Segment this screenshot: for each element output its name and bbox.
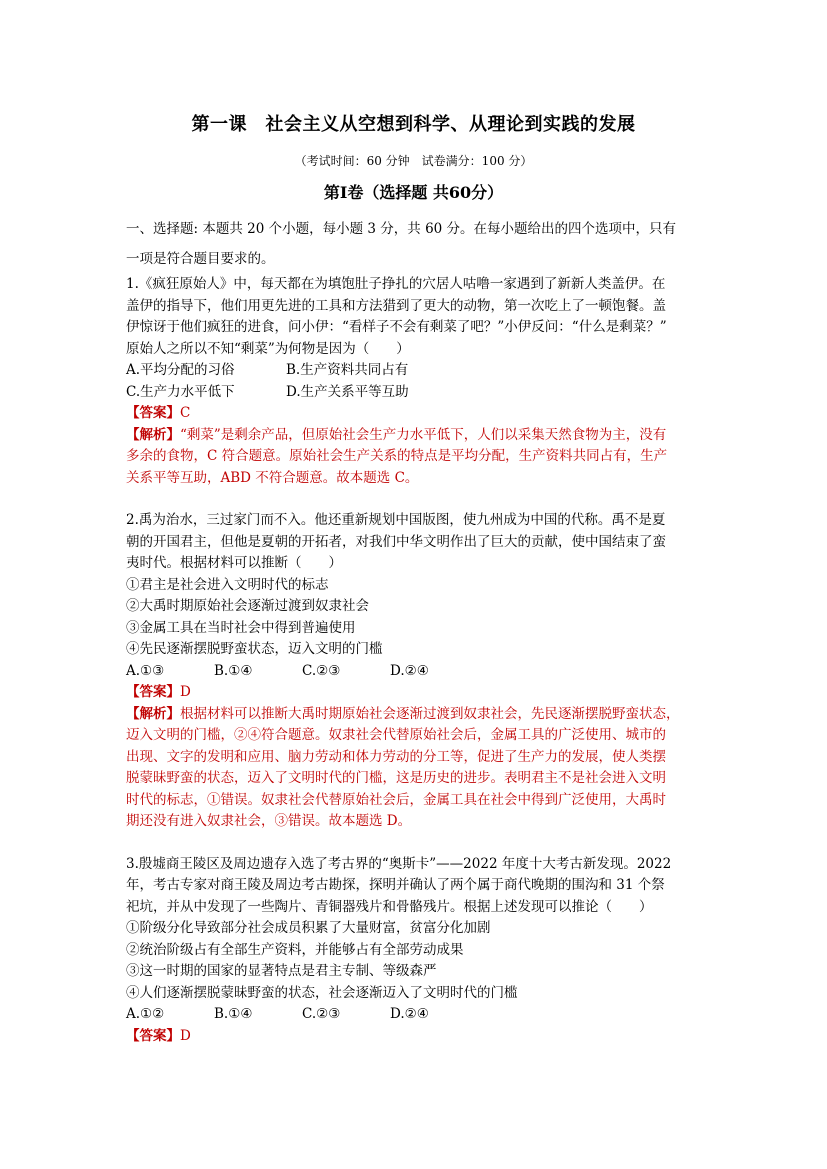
answer-label: 【答案】 [126,1027,180,1044]
option-b: B.①④ [214,662,253,679]
option-b: B.①④ [214,1006,253,1022]
answer-line [126,682,706,704]
analysis-line [126,425,706,447]
question-content [126,214,706,1047]
option-a: A.①③ [126,662,165,679]
answer-value: C [180,405,191,421]
option-a: A.平均分配的习俗 [126,362,235,378]
question-1 [126,274,706,489]
option-d: D.生产关系平等互助 [286,383,409,400]
analysis-line: 脱蒙昧野蛮的状态，迈入了文明时代的门槛，这是历史的进步。表明君主不是社会进入文明 [126,770,666,786]
analysis-line: 迈入文明的门槛，②④符合题意。奴隶社会代替原始社会后，金属工具的广泛使用、城市的 [126,727,666,743]
question-stem-line: 盖伊的指导下，他们用更先进的工具和方法猎到了更大的动物，第一次吃上了一顿饱餐。盖 [126,297,666,314]
analysis-text: 根据材料可以推断大禹时期原始社会逐渐过渡到奴隶社会，先民逐渐摆脱野蛮状态， [180,705,680,722]
question-stem-line: 伊惊讶于他们疯狂的进食，问小伊：“看样子不会有剩菜了吧？”小伊反问：“什么是剩菜？” [126,319,667,335]
question-3 [126,854,706,1048]
analysis-line: 多余的食物，C 符合题意。原始社会生产关系的特点是平均分配，生产资料共同占有，生产 [126,448,668,464]
statement-item: ①阶级分化导致部分社会成员积累了大量财富，贫富分化加剧 [126,920,491,936]
question-stem-line: 1.《疯狂原始人》中，每天都在为填饱肚子挣扎的穴居人咕噜一家遇到了新新人类盖伊。在 [126,276,666,292]
option-d: D.②④ [390,1006,429,1022]
statement-item: ③这一时期的国家的显著特点是君主专制、等级森严 [126,963,437,979]
statement-item: ④先民逐渐摆脱野蛮状态，迈入文明的门槛 [126,641,383,657]
analysis-line [126,704,706,726]
statement-item: ③金属工具在当时社会中得到普遍使用 [126,619,356,636]
question-stem-line: 3.殷墟商王陵区及周边遗存入选了考古界的“奥斯卡”——2022 年度十大考古新发现。2022 [126,855,672,872]
option-row [126,1004,706,1026]
spacer [126,489,706,510]
option-row [126,360,706,382]
option-c: C.②③ [302,662,341,679]
question-stem-line: 原始人之所以不知“剩菜”为何物是因为（ ） [126,340,410,357]
option-a: A.①② [126,1006,165,1022]
option-c: C.生产力水平低下 [126,383,235,400]
option-c: C.②③ [302,1006,341,1022]
spacer [126,833,706,854]
question-2 [126,510,706,833]
analysis-line: 出现、文字的发明和应用、脑力劳动和体力劳动的分工等，促进了生产力的发展，使人类摆 [126,748,666,765]
answer-label: 【答案】 [126,405,180,421]
question-stem-line: 朝的开国君主，但他是夏朝的开拓者，对我们中华文明作出了巨大的贡献，使中国结束了蛮 [126,533,666,550]
answer-line [126,403,706,425]
page-title: 第一课 社会主义从空想到科学、从理论到实践的发展 [191,114,636,135]
answer-value: D [180,1027,191,1044]
answer-value: D [180,684,191,700]
answer-line [126,1026,706,1048]
analysis-text: “剩菜”是剩余产品，但原始社会生产力水平低下，人们以采集天然食物为主，没有 [180,426,667,443]
option-b: B.生产资料共同占有 [286,362,409,378]
statement-item: ②大禹时期原始社会逐渐过渡到奴隶社会 [126,598,369,614]
statement-item: ①君主是社会进入文明时代的标志 [126,576,329,593]
option-row [126,661,706,683]
exam-info: （考试时间：60 分钟 试卷满分：100 分） [294,154,533,168]
instructions-line: 一项是符合题目要求的。 [126,251,275,267]
option-row [126,382,706,404]
analysis-line: 期还没有进入奴隶社会，③错误。故本题选 D。 [126,813,412,829]
question-stem-line: 年，考古专家对商王陵及周边考古勘探，探明并确认了两个属于商代晚期的围沟和 31 个祭 [126,877,665,893]
statement-item: ②统治阶级占有全部生产资料，并能够占有全部劳动成果 [126,941,464,958]
analysis-line: 时代的标志，①错误。奴隶社会代替原始社会后，金属工具在社会中得到广泛使用，大禹时 [126,791,666,808]
question-stem-line: 夷时代。根据材料可以推断（ ） [126,555,342,571]
analysis-label: 【解析】 [126,426,180,443]
instructions-line: 一、选择题: 本题共 20 个小题，每小题 3 分，共 60 分。在每小题给出的四个选项中，只有 [126,221,677,237]
question-stem-line: 祀坑，并从中发现了一些陶片、青铜器残片和骨骼残片。根据上述发现可以推论（ ） [126,898,653,915]
analysis-label: 【解析】 [126,705,180,722]
answer-label: 【答案】 [126,684,180,700]
option-d: D.②④ [390,662,429,679]
question-stem-line: 2.禹为治水，三过家门而不入。他还重新规划中国版图，使九州成为中国的代称。禹不是夏 [126,512,666,528]
analysis-line: 关系平等互助，ABD 不符合题意。故本题选 C。 [126,469,419,486]
section-heading: 第Ⅰ卷（选择题 共60分） [323,183,504,202]
statement-item: ④人们逐渐摆脱蒙昧野蛮的状态，社会逐渐迈入了文明时代的门槛 [126,984,518,1001]
